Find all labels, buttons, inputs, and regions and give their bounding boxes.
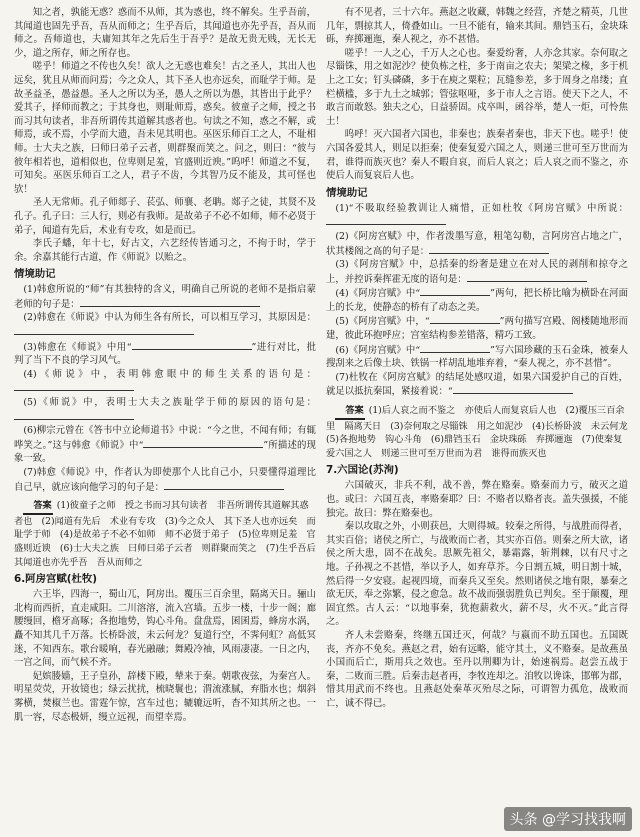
answer-block-1: 答案 (1)彼童子之师 授之书而习其句读者 非吾所谓传其道解其惑者也 (2)闻道有先后 术业有专攻 (3)今之众人 其下圣人也亦远矣 而耻学于师 (4)是故弟子不必不如师 师不必贤于弟子 (5)位卑则足羞 官盛则近谀 (6)士大夫之族 曰师曰弟子云者 则群聚而笑之 (7)生乎吾后 其闻道也亦先乎吾 吾从而师之 [14,500,325,568]
watermark: 头条 @学习找我啊 [504,807,632,831]
left-column [14,6,325,807]
answer-blank[interactable] [326,215,446,225]
answer-blank[interactable] [430,314,500,324]
shishuo-paragraph-4: 李氏子蟠，年十七，好古文，六艺经传皆通习之，不拘于时，学于余。余嘉其能行古道，作《师说》以贻之。 [14,238,316,263]
answer-blank[interactable] [453,384,573,394]
question-r1: (1)“不吸取经验教训让人痛惜，正如杜牧《阿房宫赋》中所说： [326,202,628,230]
question-r4: (4)《阿房宫赋》中“ ”两句，把长桥比喻为横卧在河面上的长龙，使静态的桥有了动态之美。 [326,288,629,313]
afang-paragraph-5: 呜呼！灭六国者六国也，非秦也；族秦者秦也，非天下也。嗟乎！使六国各爱其人，则足以拒秦；使秦复爱六国之人，则递三世可至万世而为君，谁得而族灭也？秦人不暇自哀，而后人哀之；后人哀之而不鉴之，亦使后人而复哀后人也。 [326,129,628,182]
answer-block-2: 答案 (1)后人哀之而不鉴之 亦使后人而复哀后人也 (2)覆压三百余里 隔离天日 (3)奈何取之尽锱铢 用之如泥沙 (4)长桥卧波 未云何龙 (5)各抱地势 钩心斗角 (6)鼎铛玉石 金块珠砾 弃掷逦迤 (7)使秦复爱六国之人 则递三世可至万世而为君 谁得而族灭也 [326,405,637,459]
answer-blank[interactable] [14,410,134,420]
question-1: (1)韩愈所说的“师”有其独特的含义，明确自己所说的老师不是指启蒙老师的句子是： [14,284,316,310]
answer-blank[interactable] [14,381,134,391]
liuguo-paragraph-2: 秦以攻取之外，小则获邑，大则得城。较秦之所得，与战胜而得者，其实百倍；诸侯之所亡，与战败而亡者，其实亦百倍。则秦之所大欲，诸侯之所大患，固不在战矣。思厥先祖父，暴霜露，斩荆棘，以有尺寸之地。子孙视之不甚惜，举以予人，如弃草芥。今日割五城，明日割十城，然后得一夕安寝。起视四境，而秦兵又至矣。然则诸侯之地有限，暴秦之欲无厌，奉之弥繁，侵之愈急。故不战而强弱胜负已判矣。至于颠覆，理固宜然。古人云：“以地事秦，犹抱薪救火，薪不尽，火不灭。”此言得之。 [326,521,628,628]
section-heading-liuguolun: 7.六国论(苏洵) [326,464,399,477]
question-r6: (6)《阿房宫赋》中“ ”写六国珍藏的玉石金珠，被秦人搜刮来之后像土块、铁锅一样胡乱地堆弃着，“秦人视之，亦不甚惜”。 [326,344,629,370]
section-heading-afanggongfu: 6.阿房宫赋(杜牧) [14,573,98,586]
question-r5: (5)《阿房宫赋》中，“ ”两句描写宫殿、阁楼随地形而建，彼此环抱呼应；宫室结构参差错落，精巧工致。 [326,316,628,342]
question-7: (7)韩愈《师说》中，作者认为即使那个人比自己小，只要懂得道理比自己早，就应该向他学习的句子是： [14,467,316,493]
answer-blank[interactable] [164,480,284,490]
answer-blank[interactable] [420,343,490,353]
question-r7: (7)杜牧在《阿房宫赋》的结尾处感叹道，如果六国爱护自己的百姓，就足以抵抗秦国，紧接着说：“ [326,371,628,398]
answer-label: 答案 [23,499,53,515]
afang-paragraph-1: 六王毕，四海一，蜀山兀，阿房出。覆压三百余里，隔离天日。骊山北构而西折，直走咸阳。二川溶溶，流入宫墙。五步一楼，十步一阁；廊腰缦回，檐牙高啄；各抱地势，钩心斗角。盘盘焉，囷囷焉，蜂房水涡，矗不知其几千万落。长桥卧波，未云何龙？复道行空，不霁何虹？高低冥迷，不知西东。歌台暖响，春光融融；舞殿冷袖，风雨凄凄。一日之内，一宫之间，而气候不齐。 [14,589,316,669]
question-r3: (3)《阿房宫赋》中，总括秦的纷奢是建立在对人民的剥削和掠夺之上，并控诉秦挥霍无度的语句是： [326,259,628,285]
afang-paragraph-3: 有不见者，三十六年。燕赵之收藏，韩魏之经营，齐楚之精英，几世几年，剽掠其人，倚叠如山。一旦不能有，输来其间。鼎铛玉石，金块珠砾，弃掷逦迤，秦人视之，亦不甚惜。 [326,7,628,46]
answer-blank[interactable] [14,325,194,335]
question-6: (6)柳宗元曾在《答韦中立论师道书》中说：“今之世，不闻有师；有辄哗笑之。”这与韩愈《师说》中“ ”所描述的现象一致。 [14,425,316,465]
answer-blank[interactable] [143,438,263,448]
right-column [326,6,637,807]
liuguo-paragraph-3: 齐人未尝赂秦，终继五国迁灭，何哉？与嬴而不助五国也。五国既丧，齐亦不免矣。燕赵之君，始有远略，能守其土，义不赂秦。是故燕虽小国而后亡，斯用兵之效也。至丹以荆卿为计，始速祸焉。赵尝五战于秦，二败而三胜。后秦击赵者再，李牧连却之。洎牧以谗诛，邯郸为郡，惜其用武而不终也。且燕赵处秦革灭殆尽之际，可谓智力孤危，战败而亡，诚不得已。 [326,629,628,709]
afang-paragraph-2: 妃嫔媵嫱，王子皇孙，辞楼下殿，辇来于秦。朝歌夜弦，为秦宫人。明星荧荧，开妆镜也；绿云扰扰，梳晓鬟也；渭流涨腻，弃脂水也；烟斜雾横，焚椒兰也。雷霆乍惊，宫车过也；辘辘远听，杳不知其所之也。一肌一容，尽态极妍，缦立远视，而望幸焉。 [14,670,316,723]
answer-blank[interactable] [80,297,260,307]
section-heading-situation-2: 情境助记 [326,186,368,199]
answer-blank[interactable] [420,286,490,296]
afang-paragraph-4: 嗟乎！一人之心，千万人之心也。秦爱纷奢，人亦念其家。奈何取之尽锱铢，用之如泥沙？使负栋之柱，多于南亩之农夫；架梁之椽，多于机上之工女；钉头磷磷，多于在庾之粟粒；瓦缝参差，多于周身之帛缕；直栏横槛，多于九土之城郭；管弦呕哑，多于市人之言语。使天下之人，不敢言而敢怒。独夫之心，日益骄固。戍卒叫，函谷举，楚人一炬，可怜焦土！ [326,47,628,127]
answer-blank[interactable] [429,244,549,254]
question-r2: (2)《阿房宫赋》中，作者泼墨写意，粗笔勾勒，言阿房宫占地之广，状其楼阁之高的句子是： [326,230,628,257]
shishuo-paragraph-2: 嗟乎！师道之不传也久矣！欲人之无惑也难矣！古之圣人，其出人也远矣，犹且从师而问焉；今之众人，其下圣人也亦远矣，而耻学于师。是故圣益圣，愚益愚。圣人之所以为圣，愚人之所以为愚，其皆出于此乎？爱其子，择师而教之；于其身也，则耻师焉，惑矣。彼童子之师，授之书而习其句读者，非吾所谓传其道解其惑者也。句读之不知，惑之不解，或师焉，或不焉，小学而大遗，吾未见其明也。巫医乐师百工之人，不耻相师。士大夫之族，曰师曰弟子云者，则群聚而笑之。问之，则曰：“彼与彼年相若也，道相似也，位卑则足羞，官盛则近谀。”呜呼！师道之不复，可知矣。巫医乐师百工之人，君子不齿，今其智乃反不能及，其可怪也欤！ [14,61,316,195]
question-3: (3)韩愈在《师说》中用“ ”进行对比，批判了当下不良的学习风气。 [14,341,317,367]
section-heading-situation-1: 情境助记 [14,268,56,281]
answer-label: 答案 [335,404,365,420]
question-5: (5)《师说》中，表明士大夫之族耻学于师的原因的语句是： [14,396,316,424]
shishuo-paragraph-3: 圣人无常师。孔子师郯子、苌弘、师襄、老聃。郯子之徒，其贤不及孔子。孔子曰：三人行，则必有我师。是故弟子不必不如师，师不必贤于弟子，闻道有先后，术业有专攻，如是而已。 [14,197,316,236]
answer-blank[interactable] [467,272,587,282]
answer-blank[interactable] [132,340,252,350]
shishuo-paragraph-1: 知之者，孰能无惑？惑而不从师，其为惑也，终不解矣。生乎吾前，其闻道也固先乎吾，吾从而师之；生乎吾后，其闻道也亦先乎吾，吾从而师之。吾师道也，夫庸知其年之先后生于吾乎？是故无贵无贱，无长无少，道之所存，师之所存也。 [14,7,316,59]
question-2: (2)韩愈在《师说》中认为师生各有所长，可以相互学习，其原因是： [14,311,316,339]
question-4: (4)《师说》中，表明韩愈眼中的师生关系的语句是： [14,368,316,396]
liuguo-paragraph-1: 六国破灭，非兵不利，战不善，弊在赂秦。赂秦而力亏，破灭之道也。或曰：六国互丧，率赂秦耶？曰：不赂者以赂者丧。盖失强援，不能独完。故曰：弊在赂秦也。 [326,480,628,519]
